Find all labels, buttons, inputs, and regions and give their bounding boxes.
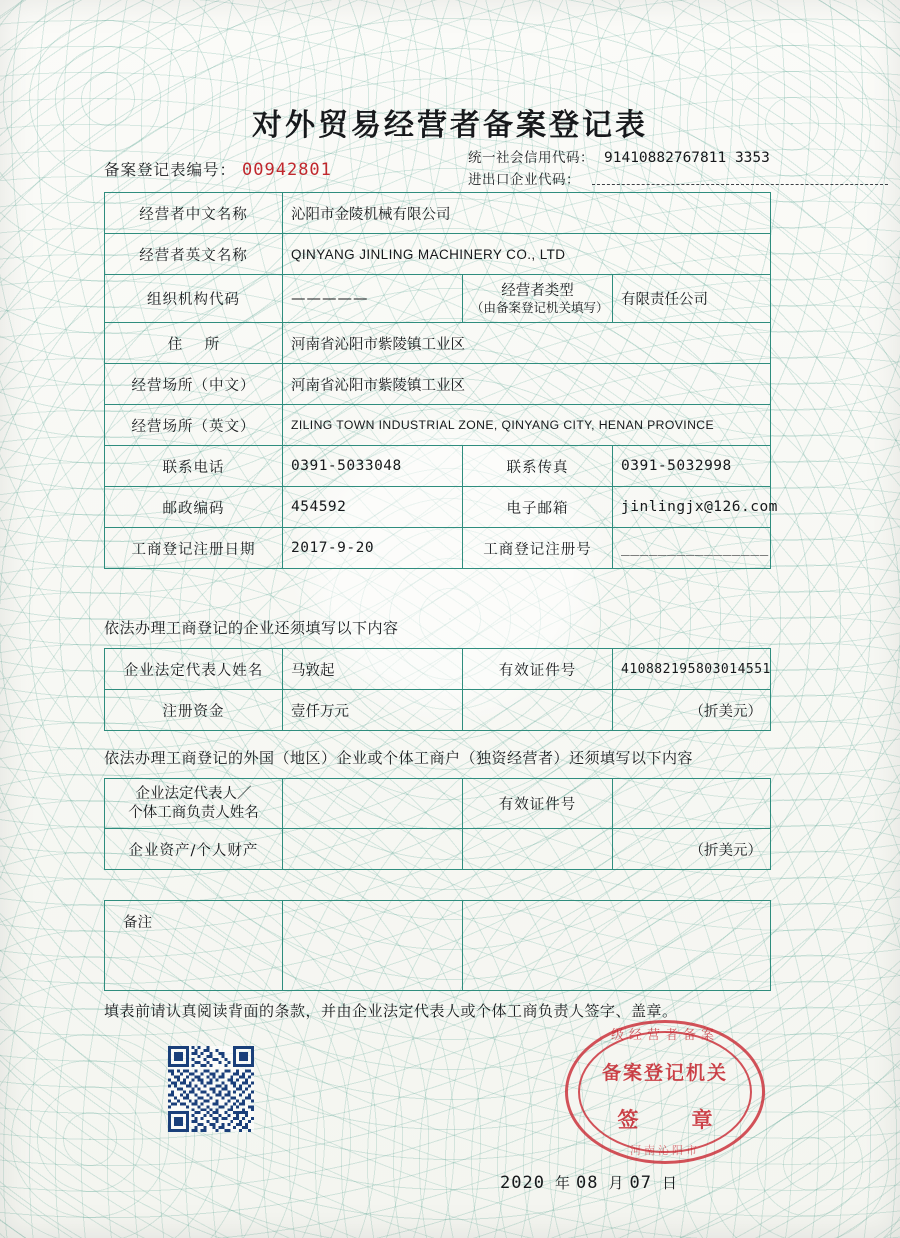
remark-value-1	[283, 901, 463, 991]
seal-arc-bottom: 河南沁阳市	[630, 1144, 700, 1157]
row-value-address: 河南省沁阳市紫陵镇工业区	[283, 323, 771, 364]
table-row	[105, 275, 771, 323]
row-value-operator-type: 有限责任公司	[613, 275, 771, 323]
table-row	[105, 690, 771, 731]
row-value-org-code: —————	[283, 275, 463, 323]
row-label-postcode: 邮政编码	[105, 487, 283, 528]
row-value-legal-rep: 马敦起	[283, 649, 463, 690]
record-number-value: 00942801	[242, 160, 332, 180]
footer-note: 填表前请认真阅读背面的条款，并由企业法定代表人或个体工商负责人签字、盖章。	[104, 1002, 678, 1020]
table-row	[105, 405, 771, 446]
row-blank-capital	[463, 690, 613, 731]
enterprise-code-label: 进出口企业代码：	[468, 172, 580, 188]
section-a-table	[104, 648, 771, 731]
row-label-reg-no: 工商登记注册号	[463, 528, 613, 569]
qr-code	[168, 1046, 254, 1132]
row-value-fax: 0391-5032998	[613, 446, 771, 487]
seal-inner-ring	[578, 1031, 752, 1153]
row-label-id-no: 有效证件号	[463, 649, 613, 690]
date-year: 2020	[500, 1173, 545, 1193]
table-row	[105, 901, 771, 991]
row-label-legal-rep: 企业法定代表人姓名	[105, 649, 283, 690]
seal-org-line: 备案登记机关	[601, 1062, 728, 1084]
row-value-reg-no: ________________	[613, 528, 771, 569]
table-row	[105, 528, 771, 569]
credit-code-label: 统一社会信用代码：	[468, 150, 594, 166]
table-row	[105, 193, 771, 234]
row-label-capital: 注册资金	[105, 690, 283, 731]
row-value-phone: 0391-5033048	[283, 446, 463, 487]
row-value-site-en: ZILING TOWN INDUSTRIAL ZONE, QINYANG CITY, HENAN PROVINCE	[283, 405, 771, 446]
row-label-email: 电子邮箱	[463, 487, 613, 528]
row-label-assets: 企业资产/个人财产	[105, 829, 283, 870]
row-value-postcode: 454592	[283, 487, 463, 528]
row-label-foreign-id-no: 有效证件号	[463, 779, 613, 829]
row-blank-assets	[463, 829, 613, 870]
date-day-unit: 日	[661, 1174, 677, 1192]
remark-table	[104, 900, 771, 991]
table-row	[105, 234, 771, 275]
row-label-fax: 联系传真	[463, 446, 613, 487]
remark-label: 备注	[105, 901, 283, 991]
date-year-unit: 年	[554, 1174, 570, 1192]
row-value-reg-date: 2017-9-20	[283, 528, 463, 569]
section-a-note: 依法办理工商登记的企业还须填写以下内容	[104, 619, 399, 637]
date-month: 08	[575, 1173, 599, 1193]
record-number-label: 备案登记表编号：	[104, 161, 237, 179]
row-value-assets-usd: （折美元）	[613, 829, 771, 870]
row-label-org-code: 组织机构代码	[105, 275, 283, 323]
credit-code-value: 91410882767811 3353	[604, 150, 770, 166]
row-value-id-no: 410882195803014551	[613, 649, 771, 690]
code-header	[468, 146, 888, 188]
row-label-operator-type	[463, 275, 613, 323]
row-label-site-en: 经营场所（英文）	[105, 405, 283, 446]
row-value-email: jinlingjx@126.com	[613, 487, 771, 528]
seal-arc-top: 级经营者备案	[610, 1028, 719, 1043]
seal-outer-ring	[565, 1020, 765, 1164]
table-row	[105, 446, 771, 487]
table-row	[105, 829, 771, 870]
remark-value-2	[463, 901, 771, 991]
table-row	[105, 649, 771, 690]
row-value-site-cn: 河南省沁阳市紫陵镇工业区	[283, 364, 771, 405]
row-label-address: 住 所	[105, 323, 283, 364]
seal-sign-line: 签 章	[617, 1108, 729, 1132]
table-row	[105, 323, 771, 364]
section-b-note: 依法办理工商登记的外国（地区）企业或个体工商户（独资经营者）还须填写以下内容	[104, 749, 694, 767]
table-row	[105, 487, 771, 528]
row-value-en-name: QINYANG JINLING MACHINERY CO., LTD	[283, 234, 771, 275]
official-seal	[565, 1020, 765, 1164]
row-label-en-name: 经营者英文名称	[105, 234, 283, 275]
row-label-site-cn: 经营场所（中文）	[105, 364, 283, 405]
row-label-reg-date: 工商登记注册日期	[105, 528, 283, 569]
row-value-cn-name: 沁阳市金陵机械有限公司	[283, 193, 771, 234]
operator-type-sublabel: （由备案登记机关填写）	[471, 299, 609, 315]
section-b-table	[104, 778, 771, 870]
row-label-cn-name: 经营者中文名称	[105, 193, 283, 234]
operator-type-label: 经营者类型	[501, 282, 574, 299]
row-value-foreign-legal-rep	[283, 779, 463, 829]
table-row	[105, 779, 771, 829]
row-label-phone: 联系电话	[105, 446, 283, 487]
record-number	[104, 158, 332, 180]
row-value-foreign-id-no	[613, 779, 771, 829]
date-month-unit: 月	[608, 1174, 624, 1192]
main-info-table	[104, 192, 778, 569]
signature-date	[500, 1172, 760, 1193]
row-value-capital: 壹仟万元	[283, 690, 463, 731]
row-label-foreign-legal-rep: 企业法定代表人／ 个体工商负责人姓名	[105, 779, 283, 829]
row-value-assets	[283, 829, 463, 870]
date-day: 07	[629, 1173, 652, 1193]
page-title: 对外贸易经营者备案登记表	[252, 108, 648, 143]
enterprise-code-blank	[592, 183, 888, 185]
row-value-capital-usd: （折美元）	[613, 690, 771, 731]
table-row	[105, 364, 771, 405]
